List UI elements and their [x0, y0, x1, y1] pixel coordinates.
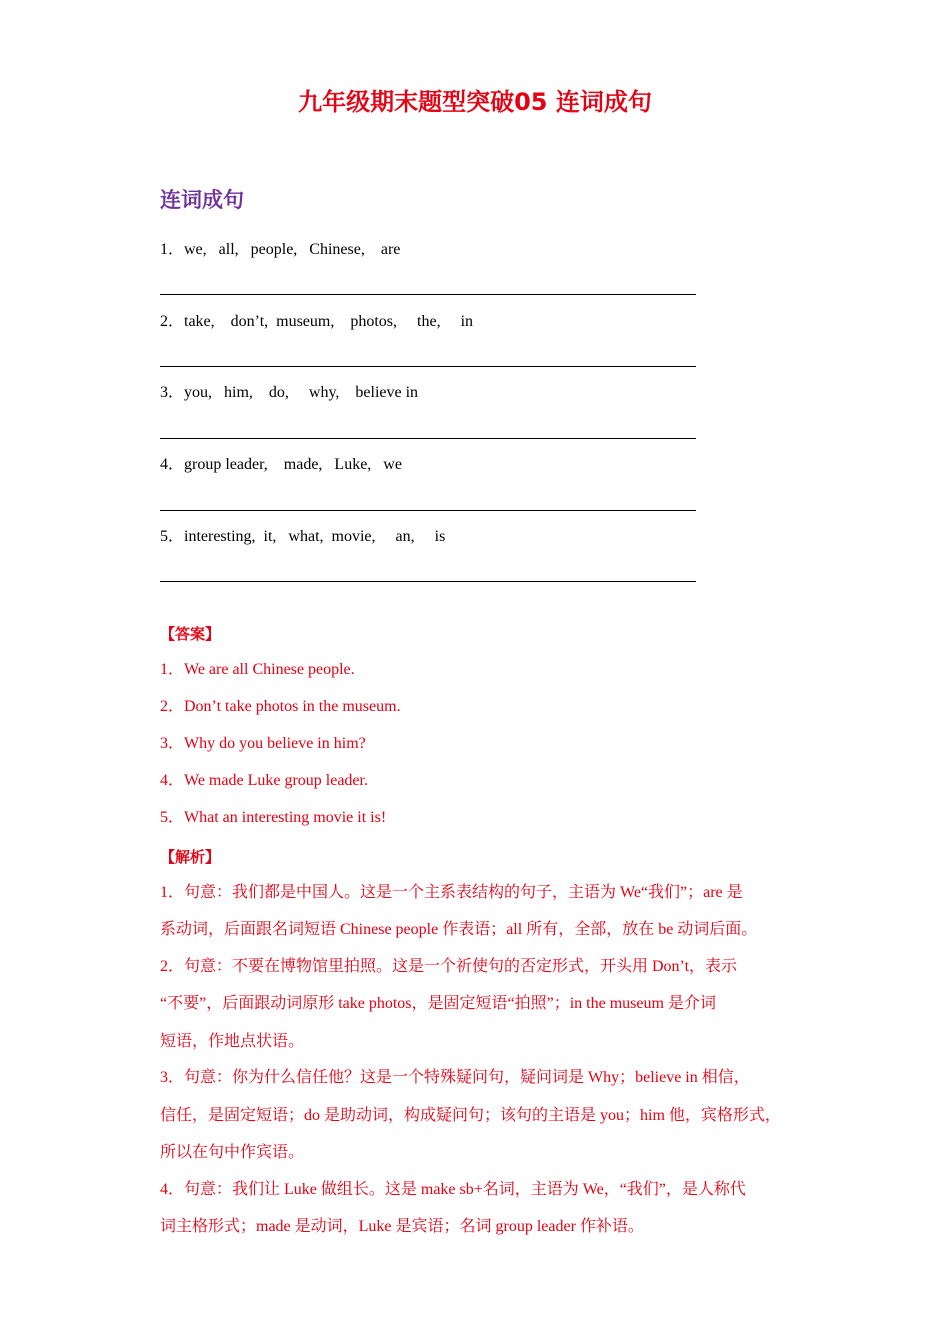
answer-blank-3[interactable]	[160, 438, 696, 439]
analysis-line: 词主格形式；made 是动词，Luke 是宾语；名词 group leader 作补语。	[160, 1218, 644, 1235]
answer-blank-4[interactable]	[160, 510, 696, 511]
answer-item-3: 3．Why do you believe in him?	[160, 735, 366, 752]
answer-blank-2[interactable]	[160, 366, 696, 367]
answer-item-1: 1．We are all Chinese people.	[160, 661, 355, 678]
analysis-line: 信任，是固定短语；do 是助动词，构成疑问句；该句的主语是 you；him 他，宾格形式，	[160, 1107, 781, 1124]
section-title: 连词成句	[160, 188, 244, 212]
question-1: 1．we, all, people, Chinese, are	[160, 241, 401, 258]
answer-item-4: 4．We made Luke group leader.	[160, 772, 368, 789]
answer-blank-5[interactable]	[160, 581, 696, 582]
answer-item-2: 2．Don’t take photos in the museum.	[160, 698, 401, 715]
answer-blank-1[interactable]	[160, 294, 696, 295]
analysis-line: “不要”，后面跟动词原形 take photos，是固定短语“拍照”；in the museum 是介词	[160, 995, 716, 1012]
question-5: 5．interesting, it, what, movie, an, is	[160, 528, 446, 545]
answer-label: 【答案】	[160, 625, 221, 643]
question-2: 2．take, don’t, museum, photos, the, in	[160, 313, 474, 330]
analysis-line: 4．句意：我们让 Luke 做组长。这是 make sb+名词，主语为 We，“我们”，是人称代	[160, 1181, 746, 1198]
question-3: 3．you, him, do, why, believe in	[160, 384, 419, 401]
question-4: 4．group leader, made, Luke, we	[160, 456, 402, 473]
analysis-line: 3．句意：你为什么信任他？这是一个特殊疑问句，疑问词是 Why；believe in 相信，	[160, 1069, 750, 1086]
analysis-line: 所以在句中作宾语。	[160, 1144, 305, 1161]
answer-item-5: 5．What an interesting movie it is!	[160, 809, 387, 826]
analysis-line: 系动词，后面跟名词短语 Chinese people 作表语；all 所有，全部，放在 be 动词后面。	[160, 921, 758, 938]
analysis-line: 短语，作地点状语。	[160, 1033, 305, 1050]
analysis-label: 【解析】	[160, 848, 221, 866]
analysis-line: 2．句意：不要在博物馆里拍照。这是一个祈使句的否定形式，开头用 Don’t，表示	[160, 958, 738, 975]
document-title: 九年级期末题型突破05 连词成句	[298, 88, 652, 116]
analysis-line: 1．句意：我们都是中国人。这是一个主系表结构的句子，主语为 We“我们”；are 是	[160, 884, 743, 901]
